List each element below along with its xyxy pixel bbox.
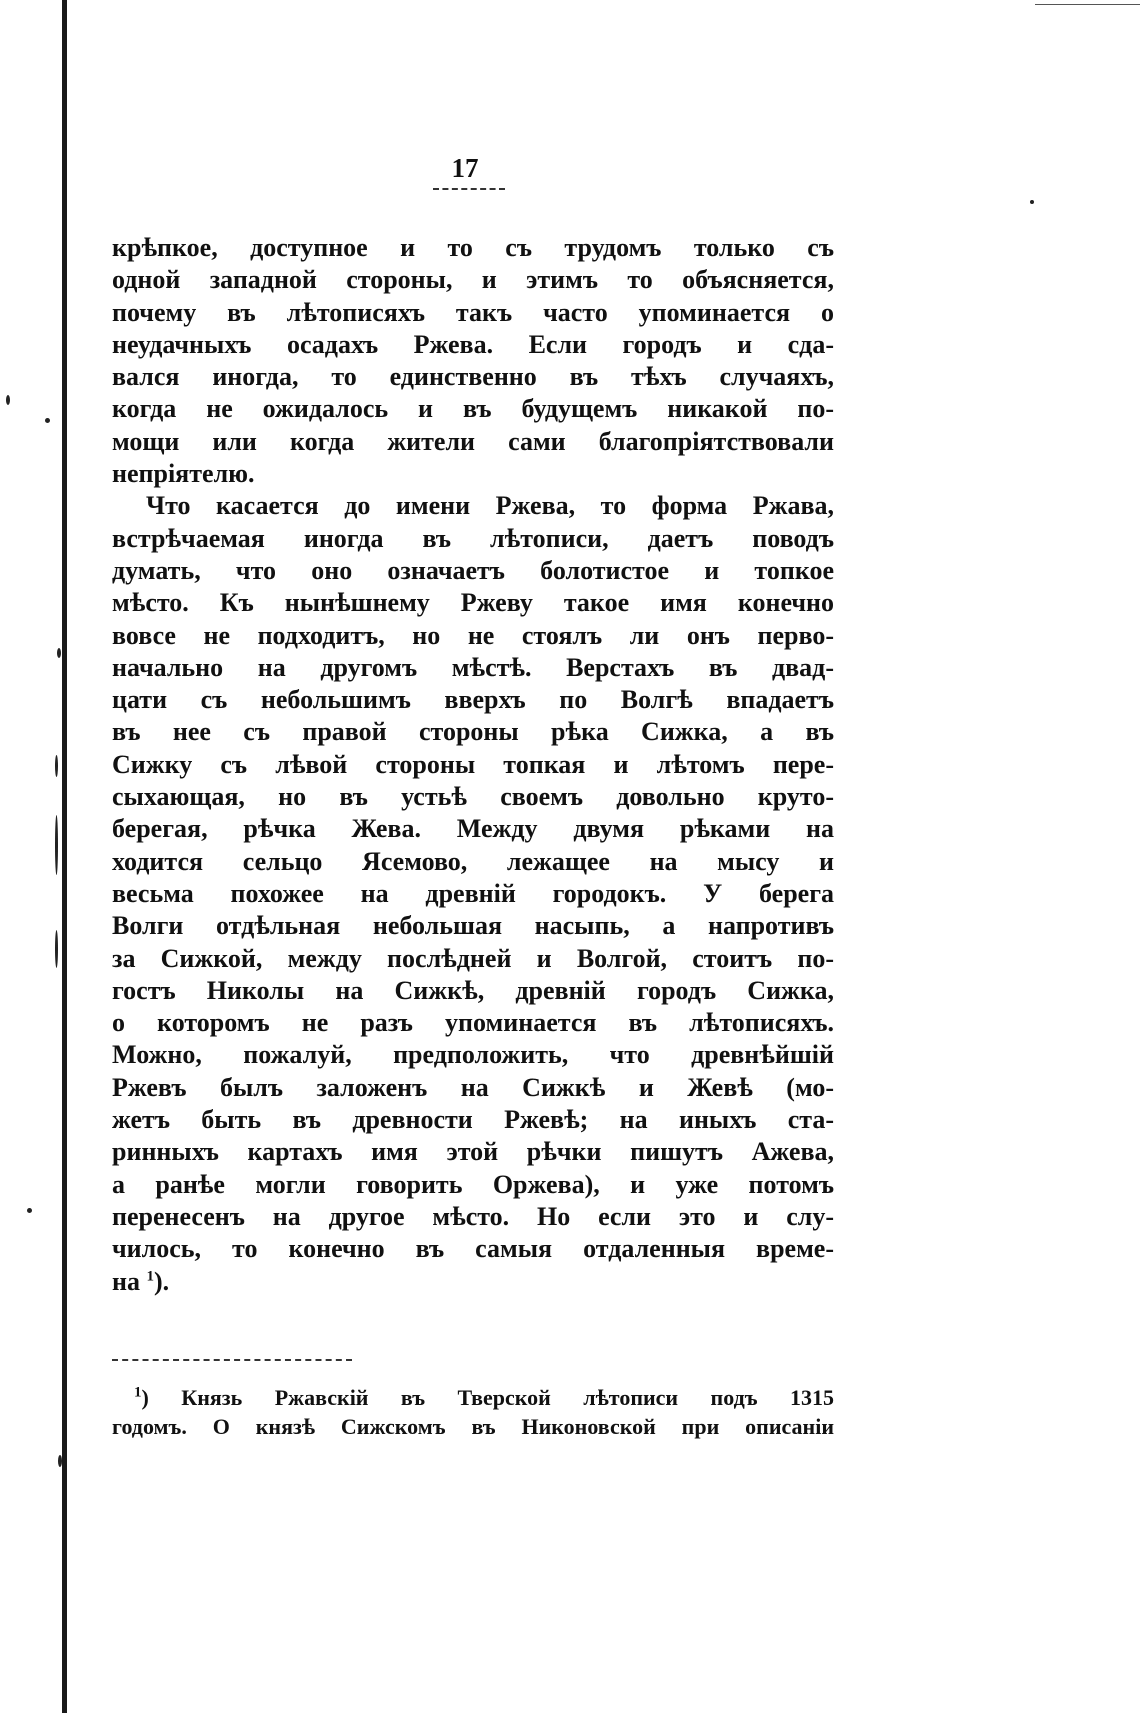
text-line: Сижку съ лѣвой стороны топкая и лѣтомъ пере- — [112, 749, 834, 779]
scan-speck — [55, 930, 58, 968]
text-line: берегая, рѣчка Жева. Между двумя рѣками на — [112, 814, 834, 844]
footnote-line — [112, 1383, 834, 1412]
text-line: за Сижкой, между послѣдней и Волгой, стоитъ по- — [112, 943, 834, 973]
text-line: одной западной стороны, и этимъ то объясняется, — [112, 265, 834, 295]
scan-speck — [1030, 200, 1034, 204]
footnote-separator — [112, 1359, 352, 1361]
text-line: Что касается до имени Ржева, то форма Ржава, — [146, 491, 834, 521]
paragraph — [112, 490, 834, 1297]
text-line: думать, что оно означаетъ болотистое и топкое — [112, 555, 834, 585]
top-edge-rule — [1035, 4, 1140, 5]
text-line: вался иногда, то единственно въ тѣхъ случаяхъ, — [112, 362, 834, 392]
text-line: сыхающая, но въ устьѣ своемъ довольно круто- — [112, 782, 834, 812]
page-number: 17 — [451, 153, 479, 183]
page-spine-edge — [62, 0, 67, 1713]
scan-speck — [57, 648, 61, 658]
footnote-marker: 1 — [134, 1384, 142, 1401]
scan-speck — [45, 418, 50, 423]
text-line: вовсе не подходитъ, но не стоялъ ли онъ перво- — [112, 620, 834, 650]
scan-speck — [55, 815, 58, 875]
text-line: почему въ лѣтописяхъ такъ часто упоминается о — [112, 297, 834, 327]
footnote-line: годомъ. О князѣ Сижскомъ въ Никоновской при описаніи — [112, 1414, 834, 1439]
text-line: Можно, пожалуй, предположить, что древнѣйшій — [112, 1040, 834, 1070]
text-line: въ нее съ правой стороны рѣка Сижка, а въ — [112, 717, 834, 747]
footnote-ref[interactable]: 1 — [146, 1267, 154, 1284]
text-line-with-footnote-ref — [112, 1266, 834, 1298]
text-line: когда не ожидалось и въ будущемъ никакой по- — [112, 394, 834, 424]
text-fragment: ). — [153, 1266, 170, 1296]
text-line: непріятелю. — [112, 459, 255, 489]
text-line: о которомъ не разъ упоминается въ лѣтописяхъ. — [112, 1008, 834, 1038]
text-line: жетъ быть въ древности Ржевѣ; на иныхъ ста- — [112, 1105, 834, 1135]
scan-speck — [55, 755, 58, 777]
text-line: Волги отдѣльная небольшая насыпь, а напротивъ — [112, 911, 834, 941]
text-line: неудачныхъ осадахъ Ржева. Если городъ и сда- — [112, 329, 834, 359]
body-text — [112, 232, 834, 1298]
text-line: а ранѣе могли говорить Оржева), и уже потомъ — [112, 1169, 834, 1199]
text-line: гостъ Николы на Сижкѣ, древній городъ Сижка, — [112, 975, 834, 1005]
text-line: мощи или когда жители сами благопріятствовали — [112, 426, 834, 456]
text-line: мѣсто. Къ нынѣшнему Ржеву такое имя конечно — [112, 588, 834, 618]
text-line: весьма похожее на древній городокъ. У берега — [112, 878, 834, 908]
page-number-underline — [433, 188, 505, 190]
text-line: крѣпкое, доступное и то съ трудомъ только съ — [112, 233, 834, 262]
scan-speck — [58, 1455, 62, 1467]
footnotes — [112, 1383, 834, 1441]
scan-speck — [6, 395, 10, 405]
text-line: цати съ небольшимъ вверхъ по Волгѣ впадаетъ — [112, 685, 834, 715]
text-line: чилось, то конечно въ самыя отдаленныя време- — [112, 1234, 834, 1264]
text-line: ринныхъ картахъ имя этой рѣчки пишутъ Ажева, — [112, 1137, 834, 1167]
text-line: начально на другомъ мѣстѣ. Верстахъ въ двад- — [112, 652, 834, 682]
footnote-text: ) Князь Ржавскій въ Тверской лѣтописи подъ 1315 — [141, 1385, 834, 1410]
text-line: перенесенъ на другое мѣсто. Но если это и слу- — [112, 1201, 834, 1231]
text-line: Ржевъ былъ заложенъ на Сижкѣ и Жевѣ (мо- — [112, 1072, 834, 1102]
scan-speck — [27, 1208, 32, 1213]
text-line: встрѣчаемая иногда въ лѣтописи, даетъ поводъ — [112, 523, 834, 553]
paragraph — [112, 232, 834, 490]
text-line: ходится сельцо Ясемово, лежащее на мысу и — [112, 846, 834, 876]
text-fragment: на — [112, 1266, 147, 1296]
